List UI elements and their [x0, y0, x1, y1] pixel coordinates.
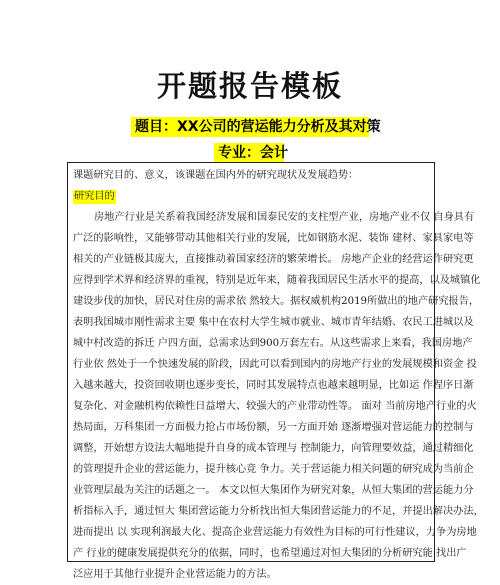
- paragraph-line: 的管理提升企业的营运能力，提升核心竞 争力。关于营运能力相关问题的研究成为当前企: [73, 464, 474, 475]
- sub-heading-row: [73, 186, 429, 207]
- paragraph-line: 调整，开始想方设法大幅地提升自身的成本管理与 控制能力，向管理要效益，通过精细化: [73, 443, 474, 454]
- sub-heading: 研究目的: [74, 191, 115, 202]
- paragraph-line: 泛应用于其他行业提升企业营运能力的方法。: [73, 569, 277, 580]
- major-line: 专业：会计: [214, 143, 284, 163]
- paragraph-line: 相关的产业链极其庞大，直接推动着国家经济的繁荣增长。 房地产企业的经营运作研究更: [73, 254, 474, 265]
- paragraph-line: 应得到学术界和经济界的重视，特别是近年来，随着我国居民生活水平的提高，以及城镇化: [73, 275, 481, 286]
- paragraph-line: 房地产行业是关系着我国经济发展和国泰民安的支柱型产业，房地产业不仅 自身具有: [94, 212, 475, 223]
- page-title: 开题报告模板: [156, 69, 343, 103]
- paragraph-line: 行业依 然处于一个快速发展的阶段，因此可以看到国内的房地产行业的发展规模和资金 投: [73, 359, 477, 370]
- paragraph-line: 建设步伐的加快，居民对住房的需求依 然较大。据权威机构2019所做出的地产研究报告，: [73, 296, 480, 307]
- paragraph-line: 广泛的影响性，又能够带动其他相关行业的发展，比如钢筋水泥、装饰 建材、家具家电等: [73, 233, 474, 244]
- paragraph-line: 城中村改造的拆迁 户四方面，总需求达到900万套左右。从这些需求上来看，我国房地产: [73, 338, 473, 349]
- paragraph-line: 入越来越大，投资回收期也逐步变长，同时其发展特点也越来越明显，比如运 作程序日渐: [73, 380, 474, 391]
- paragraph-line: 复杂化、对金融机构依赖性日益增大、较强大的产业带动性等。 面对 当前房地产行业的火: [73, 401, 477, 412]
- paragraph-line: 析指标入手，通过恒大 集团营运能力分析找出恒大集团营运能力的不足，并提出解决办法，: [73, 506, 484, 517]
- content-frame: [67, 162, 484, 580]
- paragraph-line: 业管理层最为关注的话题之一。 本文以恒大集团作为研究对象，从恒大集团的营运能力分: [73, 485, 474, 496]
- paragraph-line: 表明我国城市刚性需求主要 集中在农村大学生城市就业、城市青年结婚、农民工进城以及: [73, 317, 474, 328]
- topic-line: 题目：XX公司的营运能力分析及其对策: [131, 117, 369, 137]
- paragraph-line: 热局面，万科集团一方面极力抢占市场份额，另一方面开始 逐渐增强对营运能力的控制与: [73, 422, 474, 433]
- paragraph-line: 进而提出 以 实现利润最大化、提高企业营运能力有效性为目标的可行性建议，力争为房地: [73, 527, 477, 538]
- paragraph-line: 产 行业的健康发展提供充分的依据，同时，也希望通过对恒大集团的分析研究能 找出广: [73, 548, 467, 559]
- content-body: [73, 165, 484, 585]
- section-heading: 课题研究目的、意义，该课题在国内外的研究现状及发展趋势：: [73, 170, 359, 181]
